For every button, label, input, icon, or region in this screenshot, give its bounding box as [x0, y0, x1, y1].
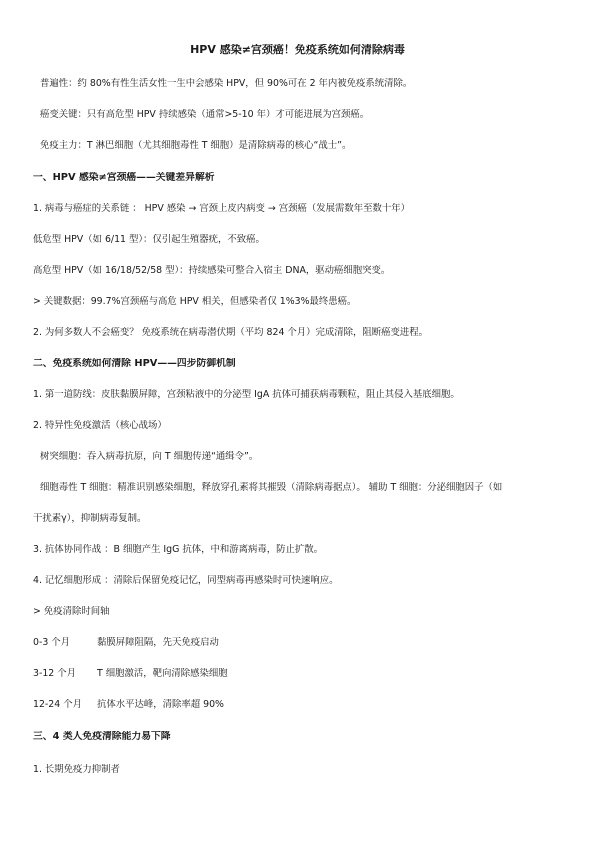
- section2-item: > 免疫清除时间轴: [33, 606, 110, 617]
- intro-immune-main: 免疫主力：T 淋巴细胞（尤其细胞毒性 T 细胞）是清除病毒的核心“战士”。: [40, 140, 352, 151]
- section2-item: 细胞毒性 T 细胞：精准识别感染细胞，释放穿孔素将其摧毁（清除病毒据点）。 辅助 T 细胞：分泌细胞因子（如: [40, 482, 503, 493]
- section1-item: 高危型 HPV（如 16/18/52/58 型）：持续感染可整合入宿主 DNA，驱动癌细胞突变。: [33, 265, 391, 276]
- section2-item: 1. 第一道防线：皮肤黏膜屏障，宫颈粘液中的分泌型 IgA 抗体可捕获病毒颗粒，阻止其侵入基底细胞。: [33, 389, 460, 400]
- timeline-row: [33, 668, 565, 680]
- section3-heading: 三、4 类人免疫清除能力易下降: [33, 731, 171, 742]
- section2-heading: 二、免疫系统如何清除 HPV——四步防御机制: [33, 358, 236, 369]
- section2-item: 树突细胞：吞入病毒抗原，向 T 细胞传递“通缉令”。: [40, 451, 259, 462]
- section2-item: 2. 特异性免疫激活（核心战场）: [33, 420, 167, 431]
- section2-item: 3. 抗体协同作战 ：B 细胞产生 IgG 抗体，中和游离病毒，防止扩散。: [33, 544, 324, 555]
- page-title: HPV 感染≠宫颈癌！免疫系统如何清除病毒: [190, 44, 405, 56]
- section1-heading: 一、HPV 感染≠宫颈癌——关键差异解析: [33, 172, 215, 183]
- timeline-period: 12-24 个月: [33, 699, 82, 710]
- section1-item: 1. 病毒与癌症的关系链 ： HPV 感染 → 宫颈上皮内病变 → 宫颈癌（发展需数年至数十年）: [33, 203, 410, 214]
- intro-prevalence: 普遍性：约 80%有性生活女性一生中会感染 HPV，但 90%可在 2 年内被免疫系统清除。: [40, 78, 413, 89]
- timeline-desc: 抗体水平达峰，清除率超 90%: [97, 699, 224, 710]
- timeline-period: 3-12 个月: [33, 668, 77, 679]
- timeline-desc: 黏膜屏障阻隔，先天免疫启动: [97, 637, 219, 648]
- section2-item: 干扰素γ），抑制病毒复制。: [33, 513, 147, 524]
- section2-item: 4. 记忆细胞形成 ：清除后保留免疫记忆，同型病毒再感染时可快速响应。: [33, 575, 339, 586]
- timeline-row: [33, 637, 565, 649]
- timeline-row: [33, 699, 565, 711]
- section1-item: 2. 为何多数人不会癌变？ 免疫系统在病毒潜伏期（平均 824 个月）完成清除，阻断癌变进程。: [33, 327, 429, 338]
- timeline-period: 0-3 个月: [33, 637, 71, 648]
- timeline-desc: T 细胞激活，靶向清除感染细胞: [97, 668, 228, 679]
- intro-cancer-key: 癌变关键：只有高危型 HPV 持续感染（通常>5-10 年）才可能进展为宫颈癌。: [40, 109, 370, 120]
- section1-item: > 关键数据：99.7%宫颈癌与高危 HPV 相关，但感染者仅 1%3%最终患癌。: [33, 296, 357, 307]
- section3-item: 1. 长期免疫力抑制者: [33, 764, 120, 775]
- section1-item: 低危型 HPV（如 6/11 型）：仅引起生殖器疣，不致癌。: [33, 234, 265, 245]
